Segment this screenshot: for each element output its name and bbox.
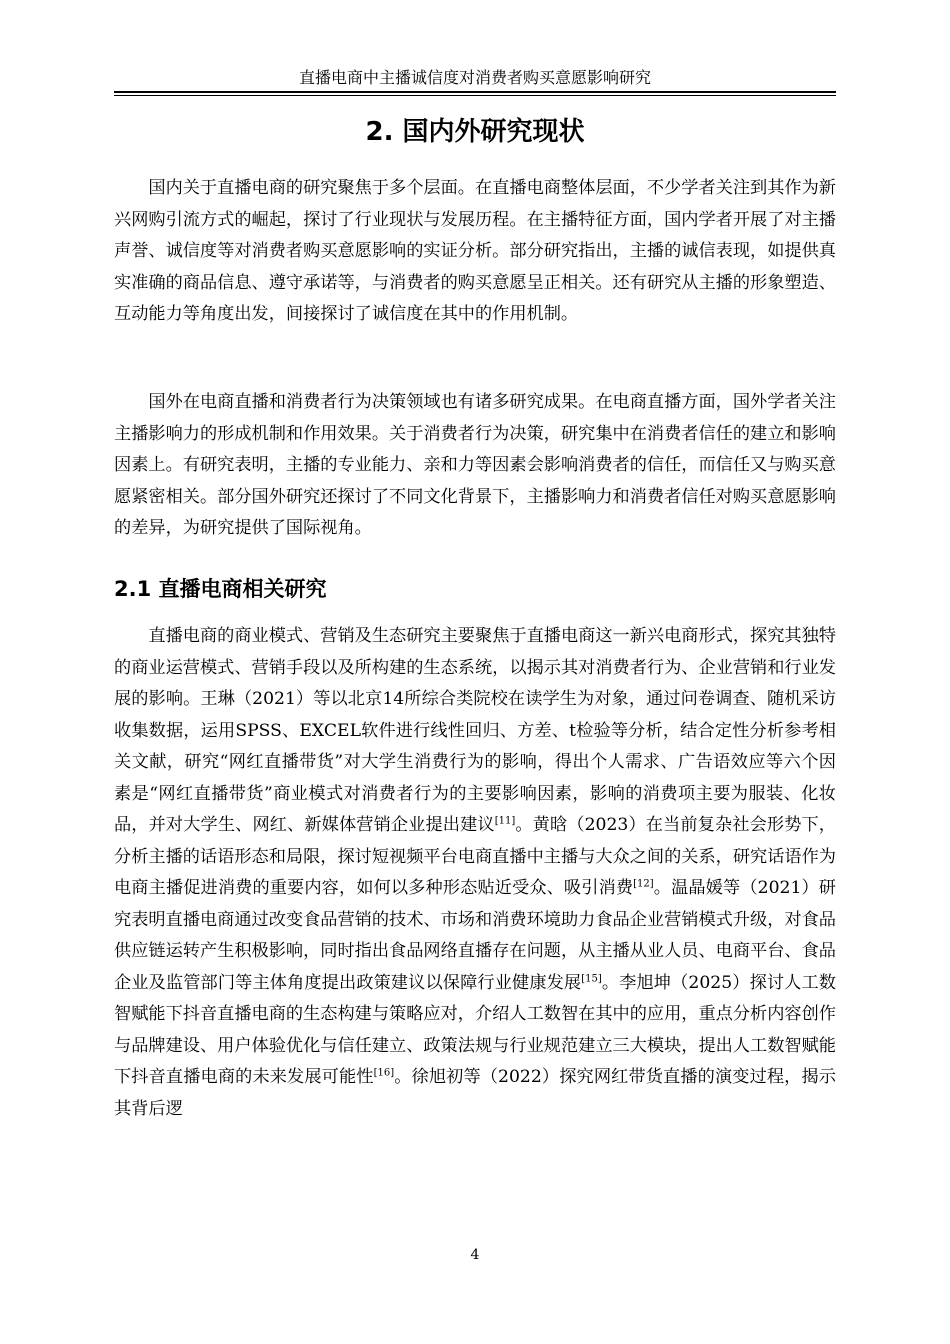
section-title: 2.1 直播电商相关研究 [114, 577, 327, 601]
text-segment: 。李旭坤（2025）探讨人工数智赋能下抖音直播电商的生态构建与策略应对，介绍人工数智在其中的应用，重点分析内容创作与品牌建设、用户体验优化与信任建立、政策法规与行业规范建立三大模块，提出人工数智赋能下抖音直播电商的未来发展可能性 [114, 972, 836, 1087]
header-rule-thick [114, 91, 836, 93]
citation: [12] [633, 878, 654, 890]
paragraph-live-commerce-research [114, 621, 836, 1125]
text-segment: 。黄晗（2023）在当前复杂社会形势下，分析主播的话语形态和局限，探讨短视频平台电商直播中主播与大众之间的关系，研究话语作为电商主播促进消费的重要内容，如何以多种形态贴近受众、吸引消费 [114, 815, 836, 898]
text-segment: 。温晶媛等（2021）研究表明直播电商通过改变食品营销的技术、市场和消费环境助力食品企业营销模式升级，对食品供应链运转产生积极影响，同时指出食品网络直播存在问题，从主播从业人员、电商平台、食品企业及监管部门等主体角度提出政策建议以保障行业健康发展 [114, 878, 836, 993]
citation: [11] [494, 815, 516, 827]
chapter-title: 2. 国内外研究现状 [365, 117, 585, 147]
text-segment: 。徐旭初等（2022）探究网红带货直播的演变过程，揭示其背后逻 [114, 1067, 836, 1119]
text-segment: 直播电商的商业模式、营销及生态研究主要聚焦于直播电商这一新兴电商形式，探究其独特的商业运营模式、营销手段以及所构建的生态系统，以揭示其对消费者行为、企业营销和行业发展的影响。王琳（2021）等以北京14所综合类院校在读学生为对象，通过问卷调查、随机采访收集数据，运用SPSS、EXCEL软件进行线性回归、方差、t检验等分析，结合定性分析参考相关文献，研究“网红直播带货”对大学生消费行为的影响，得出个人需求、广告语效应等六个因素是“网红直播带货”商业模式对消费者行为的主要影响因素，影响的消费项主要为服装、化妆品，并对大学生、网红、新媒体营销企业提出建议 [114, 626, 836, 835]
paragraph-domestic-research: 国内关于直播电商的研究聚焦于多个层面。在直播电商整体层面，不少学者关注到其作为新兴网购引流方式的崛起，探讨了行业现状与发展历程。在主播特征方面，国内学者开展了对主播声誉、诚信度等对消费者购买意愿影响的实证分析。部分研究指出，主播的诚信表现，如提供真实准确的商品信息、遵守承诺等，与消费者的购买意愿呈正相关。还有研究从主播的形象塑造、互动能力等角度出发，间接探讨了诚信度在其中的作用机制。 [114, 178, 836, 324]
paragraph-foreign-research: 国外在电商直播和消费者行为决策领域也有诸多研究成果。在电商直播方面，国外学者关注主播影响力的形成机制和作用效果。关于消费者行为决策，研究集中在消费者信任的建立和影响因素上。有研究表明，主播的专业能力、亲和力等因素会影响消费者的信任，而信任又与购买意愿紧密相关。部分国外研究还探讨了不同文化背景下，主播影响力和消费者信任对购买意愿影响的差异，为研究提供了国际视角。 [114, 392, 836, 538]
citation: [16] [373, 1067, 395, 1079]
page-number: 4 [470, 1247, 480, 1263]
running-header: 直播电商中主播诚信度对消费者购买意愿影响研究 [298, 68, 651, 87]
header-rule-thin [114, 95, 836, 96]
citation: [15] [581, 972, 602, 984]
